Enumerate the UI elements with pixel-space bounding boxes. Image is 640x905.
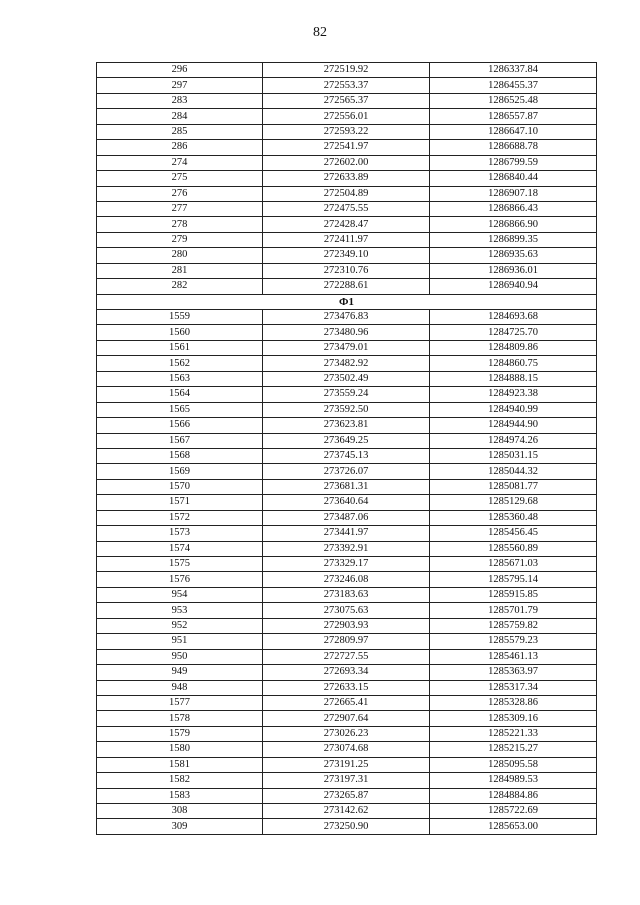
y-coordinate-cell: 1284989.53 [430, 773, 597, 788]
point-number-cell: 1577 [97, 695, 263, 710]
x-coordinate-cell: 273502.49 [263, 371, 430, 386]
point-number-cell: 285 [97, 124, 263, 139]
y-coordinate-cell: 1286647.10 [430, 124, 597, 139]
point-number-cell: 1582 [97, 773, 263, 788]
table-row [97, 557, 597, 572]
x-coordinate-cell: 273142.62 [263, 804, 430, 819]
point-number-cell: 282 [97, 279, 263, 294]
x-coordinate-cell: 273681.31 [263, 479, 430, 494]
x-coordinate-cell: 273441.97 [263, 526, 430, 541]
table-row [97, 340, 597, 355]
point-number-cell: 1574 [97, 541, 263, 556]
table-row [97, 479, 597, 494]
y-coordinate-cell: 1286557.87 [430, 109, 597, 124]
section-header-row [97, 294, 597, 309]
point-number-cell: 309 [97, 819, 263, 834]
y-coordinate-cell: 1285579.23 [430, 634, 597, 649]
y-coordinate-cell: 1284940.99 [430, 402, 597, 417]
point-number-cell: 297 [97, 78, 263, 93]
y-coordinate-cell: 1285095.58 [430, 757, 597, 772]
point-number-cell: 278 [97, 217, 263, 232]
coordinates-table-body [97, 63, 597, 835]
point-number-cell: 286 [97, 140, 263, 155]
point-number-cell: 954 [97, 587, 263, 602]
x-coordinate-cell: 273074.68 [263, 742, 430, 757]
point-number-cell: 1583 [97, 788, 263, 803]
table-row [97, 325, 597, 340]
table-row [97, 711, 597, 726]
point-number-cell: 1565 [97, 402, 263, 417]
y-coordinate-cell: 1285671.03 [430, 557, 597, 572]
table-row [97, 248, 597, 263]
table-row [97, 448, 597, 463]
y-coordinate-cell: 1286866.43 [430, 201, 597, 216]
y-coordinate-cell: 1286799.59 [430, 155, 597, 170]
x-coordinate-cell: 272475.55 [263, 201, 430, 216]
point-number-cell: 1573 [97, 526, 263, 541]
x-coordinate-cell: 272727.55 [263, 649, 430, 664]
x-coordinate-cell: 273392.91 [263, 541, 430, 556]
point-number-cell: 284 [97, 109, 263, 124]
x-coordinate-cell: 273623.81 [263, 418, 430, 433]
x-coordinate-cell: 272665.41 [263, 695, 430, 710]
x-coordinate-cell: 273265.87 [263, 788, 430, 803]
point-number-cell: 949 [97, 665, 263, 680]
y-coordinate-cell: 1285317.34 [430, 680, 597, 695]
point-number-cell: 1571 [97, 495, 263, 510]
point-number-cell: 1563 [97, 371, 263, 386]
y-coordinate-cell: 1285653.00 [430, 819, 597, 834]
table-row [97, 526, 597, 541]
point-number-cell: 1578 [97, 711, 263, 726]
point-number-cell: 1564 [97, 387, 263, 402]
y-coordinate-cell: 1286940.94 [430, 279, 597, 294]
y-coordinate-cell: 1285215.27 [430, 742, 597, 757]
point-number-cell: 283 [97, 93, 263, 108]
table-row [97, 665, 597, 680]
table-row [97, 155, 597, 170]
table-row [97, 726, 597, 741]
point-number-cell: 1568 [97, 448, 263, 463]
x-coordinate-cell: 273726.07 [263, 464, 430, 479]
y-coordinate-cell: 1285915.85 [430, 587, 597, 602]
x-coordinate-cell: 272541.97 [263, 140, 430, 155]
y-coordinate-cell: 1285328.86 [430, 695, 597, 710]
table-row [97, 773, 597, 788]
table-row [97, 464, 597, 479]
y-coordinate-cell: 1284809.86 [430, 340, 597, 355]
table-row [97, 695, 597, 710]
y-coordinate-cell: 1286935.63 [430, 248, 597, 263]
y-coordinate-cell: 1284888.15 [430, 371, 597, 386]
table-row [97, 510, 597, 525]
y-coordinate-cell: 1284974.26 [430, 433, 597, 448]
point-number-cell: 281 [97, 263, 263, 278]
y-coordinate-cell: 1286866.90 [430, 217, 597, 232]
point-number-cell: 308 [97, 804, 263, 819]
coordinates-table [96, 62, 597, 835]
y-coordinate-cell: 1285456.45 [430, 526, 597, 541]
x-coordinate-cell: 273479.01 [263, 340, 430, 355]
point-number-cell: 1580 [97, 742, 263, 757]
point-number-cell: 276 [97, 186, 263, 201]
x-coordinate-cell: 273329.17 [263, 557, 430, 572]
table-row [97, 819, 597, 834]
table-row [97, 742, 597, 757]
x-coordinate-cell: 272556.01 [263, 109, 430, 124]
x-coordinate-cell: 273250.90 [263, 819, 430, 834]
x-coordinate-cell: 272633.15 [263, 680, 430, 695]
point-number-cell: 948 [97, 680, 263, 695]
table-row [97, 109, 597, 124]
x-coordinate-cell: 272809.97 [263, 634, 430, 649]
table-row [97, 402, 597, 417]
x-coordinate-cell: 273640.64 [263, 495, 430, 510]
table-row [97, 140, 597, 155]
x-coordinate-cell: 272428.47 [263, 217, 430, 232]
y-coordinate-cell: 1284923.38 [430, 387, 597, 402]
point-number-cell: 280 [97, 248, 263, 263]
point-number-cell: 296 [97, 63, 263, 78]
y-coordinate-cell: 1284944.90 [430, 418, 597, 433]
x-coordinate-cell: 273487.06 [263, 510, 430, 525]
y-coordinate-cell: 1284693.68 [430, 310, 597, 325]
table-row [97, 186, 597, 201]
x-coordinate-cell: 272602.00 [263, 155, 430, 170]
x-coordinate-cell: 273480.96 [263, 325, 430, 340]
y-coordinate-cell: 1285722.69 [430, 804, 597, 819]
table-row [97, 618, 597, 633]
table-row [97, 541, 597, 556]
point-number-cell: 952 [97, 618, 263, 633]
table-row [97, 418, 597, 433]
table-row [97, 171, 597, 186]
point-number-cell: 1569 [97, 464, 263, 479]
point-number-cell: 950 [97, 649, 263, 664]
point-number-cell: 1562 [97, 356, 263, 371]
table-row [97, 310, 597, 325]
y-coordinate-cell: 1286840.44 [430, 171, 597, 186]
table-row [97, 587, 597, 602]
y-coordinate-cell: 1285309.16 [430, 711, 597, 726]
table-row [97, 201, 597, 216]
x-coordinate-cell: 272633.89 [263, 171, 430, 186]
x-coordinate-cell: 272693.34 [263, 665, 430, 680]
x-coordinate-cell: 273246.08 [263, 572, 430, 587]
point-number-cell: 1561 [97, 340, 263, 355]
table-row [97, 93, 597, 108]
x-coordinate-cell: 272411.97 [263, 232, 430, 247]
page-number: 82 [313, 25, 327, 40]
table-row [97, 495, 597, 510]
table-row [97, 263, 597, 278]
table-row [97, 433, 597, 448]
x-coordinate-cell: 272553.37 [263, 78, 430, 93]
x-coordinate-cell: 272288.61 [263, 279, 430, 294]
point-number-cell: 277 [97, 201, 263, 216]
x-coordinate-cell: 272907.64 [263, 711, 430, 726]
y-coordinate-cell: 1285363.97 [430, 665, 597, 680]
table-row [97, 371, 597, 386]
y-coordinate-cell: 1284884.86 [430, 788, 597, 803]
y-coordinate-cell: 1285081.77 [430, 479, 597, 494]
table-row [97, 279, 597, 294]
point-number-cell: 1575 [97, 557, 263, 572]
y-coordinate-cell: 1286899.35 [430, 232, 597, 247]
table-row [97, 63, 597, 78]
y-coordinate-cell: 1286907.18 [430, 186, 597, 201]
point-number-cell: 1560 [97, 325, 263, 340]
table-row [97, 804, 597, 819]
x-coordinate-cell: 273183.63 [263, 587, 430, 602]
point-number-cell: 1579 [97, 726, 263, 741]
y-coordinate-cell: 1286688.78 [430, 140, 597, 155]
point-number-cell: 275 [97, 171, 263, 186]
point-number-cell: 951 [97, 634, 263, 649]
table-row [97, 788, 597, 803]
point-number-cell: 1581 [97, 757, 263, 772]
point-number-cell: 1559 [97, 310, 263, 325]
table-row [97, 572, 597, 587]
y-coordinate-cell: 1285461.13 [430, 649, 597, 664]
x-coordinate-cell: 273559.24 [263, 387, 430, 402]
y-coordinate-cell: 1285759.82 [430, 618, 597, 633]
y-coordinate-cell: 1285560.89 [430, 541, 597, 556]
y-coordinate-cell: 1286936.01 [430, 263, 597, 278]
x-coordinate-cell: 272519.92 [263, 63, 430, 78]
point-number-cell: 1572 [97, 510, 263, 525]
x-coordinate-cell: 272593.22 [263, 124, 430, 139]
y-coordinate-cell: 1285031.15 [430, 448, 597, 463]
x-coordinate-cell: 273592.50 [263, 402, 430, 417]
table-row [97, 603, 597, 618]
table-row [97, 680, 597, 695]
x-coordinate-cell: 273197.31 [263, 773, 430, 788]
table-row [97, 757, 597, 772]
table-row [97, 78, 597, 93]
x-coordinate-cell: 272310.76 [263, 263, 430, 278]
table-row [97, 356, 597, 371]
point-number-cell: 1576 [97, 572, 263, 587]
y-coordinate-cell: 1285221.33 [430, 726, 597, 741]
y-coordinate-cell: 1286525.48 [430, 93, 597, 108]
y-coordinate-cell: 1286337.84 [430, 63, 597, 78]
x-coordinate-cell: 272903.93 [263, 618, 430, 633]
table-row [97, 387, 597, 402]
table-row [97, 634, 597, 649]
y-coordinate-cell: 1285360.48 [430, 510, 597, 525]
y-coordinate-cell: 1284725.70 [430, 325, 597, 340]
x-coordinate-cell: 272349.10 [263, 248, 430, 263]
table-row [97, 217, 597, 232]
point-number-cell: 1566 [97, 418, 263, 433]
x-coordinate-cell: 273026.23 [263, 726, 430, 741]
y-coordinate-cell: 1285701.79 [430, 603, 597, 618]
x-coordinate-cell: 273482.92 [263, 356, 430, 371]
y-coordinate-cell: 1285129.68 [430, 495, 597, 510]
y-coordinate-cell: 1285044.32 [430, 464, 597, 479]
table-row [97, 232, 597, 247]
x-coordinate-cell: 273745.13 [263, 448, 430, 463]
point-number-cell: 274 [97, 155, 263, 170]
point-number-cell: 953 [97, 603, 263, 618]
x-coordinate-cell: 273191.25 [263, 757, 430, 772]
x-coordinate-cell: 273476.83 [263, 310, 430, 325]
y-coordinate-cell: 1284860.75 [430, 356, 597, 371]
table-row [97, 124, 597, 139]
x-coordinate-cell: 273075.63 [263, 603, 430, 618]
point-number-cell: 1570 [97, 479, 263, 494]
point-number-cell: 1567 [97, 433, 263, 448]
x-coordinate-cell: 273649.25 [263, 433, 430, 448]
x-coordinate-cell: 272504.89 [263, 186, 430, 201]
y-coordinate-cell: 1285795.14 [430, 572, 597, 587]
point-number-cell: 279 [97, 232, 263, 247]
y-coordinate-cell: 1286455.37 [430, 78, 597, 93]
section-label: Ф1 [97, 294, 597, 309]
table-row [97, 649, 597, 664]
x-coordinate-cell: 272565.37 [263, 93, 430, 108]
